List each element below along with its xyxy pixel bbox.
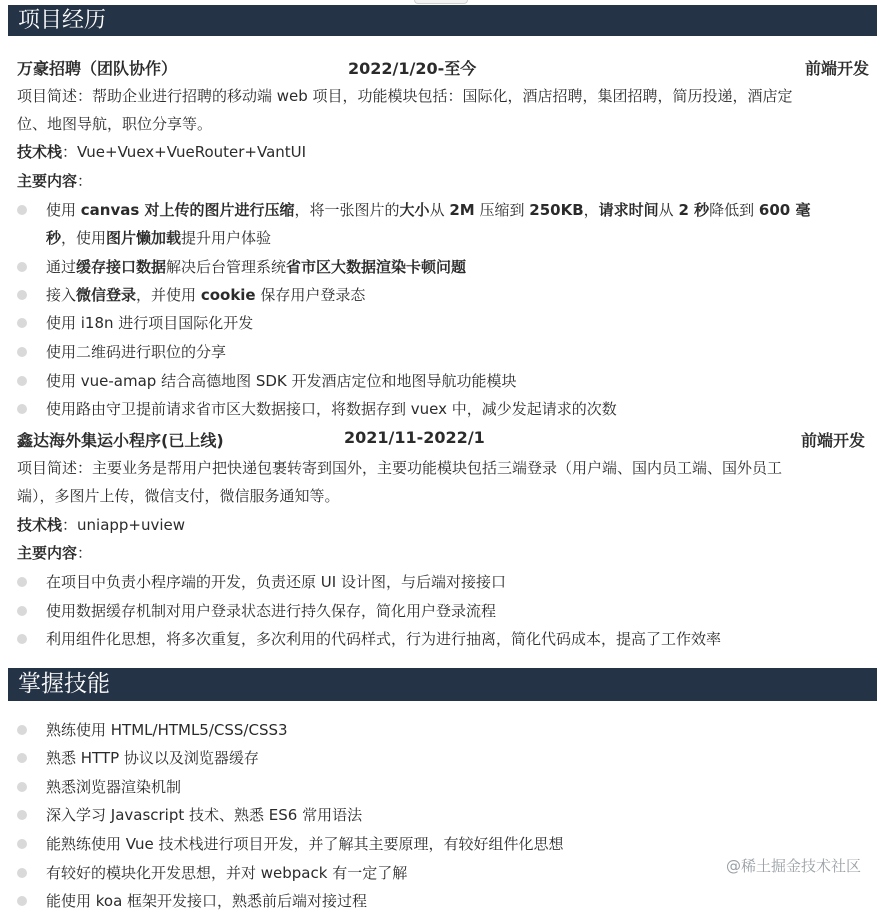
text-span: 请求时间 — [598, 201, 659, 219]
project2-bullet-1: 在项目中负责小程序端的开发，负责还原 UI 设计图，与后端对接接口 — [46, 573, 506, 591]
project1-date: 2022/1/20-至今 — [348, 59, 477, 78]
text-span: 2M — [449, 201, 475, 219]
project1-bullet-1-cont — [46, 224, 871, 252]
text-span: 大小 — [399, 201, 430, 219]
project2-stack-value: ：uniapp+uview — [62, 516, 186, 534]
bullet-dot — [17, 347, 27, 357]
skill-item-1: 熟练使用 HTML/HTML5/CSS/CSS3 — [46, 721, 288, 739]
project1-bullet-3 — [46, 281, 871, 309]
project1-bullet-1 — [46, 196, 871, 224]
project2-content-heading — [17, 543, 871, 563]
project1-role: 前端开发 — [804, 59, 869, 78]
project1-content-label: 主要内容 — [17, 172, 78, 190]
bullet-dot — [17, 577, 27, 587]
text-span: ， — [583, 201, 599, 219]
bullet-dot — [17, 868, 27, 878]
section-header-projects: 项目经历 — [8, 5, 877, 36]
text-span: 缓存接口数据 — [76, 258, 167, 276]
project2-desc-line2: 端），多图片上传，微信支付，微信服务通知等。 — [17, 487, 340, 505]
text-span: 从 — [429, 201, 450, 219]
watermark: @稀土掘金技术社区 — [725, 857, 861, 875]
project1-desc-line1: 项目简述：帮助企业进行招聘的移动端 web 项目，功能模块包括：国际化，酒店招聘，集团招聘，简历投递，酒店定 — [17, 87, 793, 105]
bullet-dot — [17, 896, 27, 906]
text-span: 保存用户登录态 — [255, 286, 366, 304]
skill-item-3: 熟悉浏览器渲染机制 — [46, 778, 182, 796]
project2-stack — [17, 515, 871, 535]
project2-bullet-3: 利用组件化思想，将多次重复，多次利用的代码样式，行为进行抽离，简化代码成本，提高了工作效率 — [46, 630, 722, 648]
bullet-dot — [17, 634, 27, 644]
project1-content-colon: ： — [77, 172, 93, 190]
bullet-dot — [17, 205, 27, 215]
bullet-dot — [17, 725, 27, 735]
project1-stack-value: ：Vue+Vuex+VueRouter+VantUI — [62, 143, 307, 161]
text-span: 600 毫 — [758, 201, 811, 219]
project2-date: 2021/11-2022/1 — [344, 428, 485, 447]
text-span: 从 — [658, 201, 679, 219]
project2-bullet-2: 使用数据缓存机制对用户登录状态进行持久保存，简化用户登录流程 — [46, 602, 497, 620]
text-span: 提升用户体验 — [181, 229, 272, 247]
top-tab-handle — [414, 0, 468, 4]
text-span: 接入 — [46, 286, 77, 304]
project2-content-label: 主要内容 — [17, 544, 78, 562]
project1-bullet-6: 使用 vue-amap 结合高德地图 SDK 开发酒店定位和地图导航功能模块 — [46, 372, 517, 390]
project1-stack — [17, 142, 871, 162]
bullet-dot — [17, 606, 27, 616]
bullet-dot — [17, 753, 27, 763]
project1-stack-label: 技术栈 — [17, 143, 63, 161]
project1-bullet-2 — [46, 253, 871, 281]
text-span: 250KB — [529, 201, 584, 219]
text-span: 省市区大数据渲染卡顿问题 — [286, 258, 467, 276]
skill-item-2: 熟悉 HTTP 协议以及浏览器缓存 — [46, 749, 259, 767]
project1-bullet-4: 使用 i18n 进行项目国际化开发 — [46, 314, 254, 332]
project1-name: 万豪招聘（团队协作） — [17, 59, 178, 78]
project1-content-heading — [17, 171, 871, 191]
project1-bullet-7: 使用路由守卫提前请求省市区大数据接口，将数据存到 vuex 中，减少发起请求的次数 — [46, 400, 617, 418]
skill-item-7: 能使用 koa 框架开发接口，熟悉前后端对接过程 — [46, 892, 368, 910]
text-span: 图片懒加载 — [106, 229, 182, 247]
project2-name: 鑫达海外集运小程序(已上线) — [17, 431, 224, 450]
project2-content-colon: ： — [77, 544, 93, 562]
text-span: ，使用 — [61, 229, 107, 247]
skill-item-5: 能熟练使用 Vue 技术栈进行项目开发，并了解其主要原理，有较好组件化思想 — [46, 835, 564, 853]
bullet-dot — [17, 810, 27, 820]
text-span: canvas 对上传的图片进行压缩 — [80, 201, 295, 219]
skill-item-4: 深入学习 Javascript 技术、熟悉 ES6 常用语法 — [46, 806, 363, 824]
text-span: 使用 — [46, 201, 81, 219]
text-span: ，将一张图片的 — [294, 201, 400, 219]
bullet-dot — [17, 318, 27, 328]
text-span: 微信登录 — [76, 286, 137, 304]
project2-role: 前端开发 — [800, 431, 865, 450]
bullet-dot — [17, 782, 27, 792]
text-span: 解决后台管理系统 — [166, 258, 287, 276]
text-span: 降低到 — [709, 201, 759, 219]
bullet-dot — [17, 290, 27, 300]
bullet-dot — [17, 839, 27, 849]
project1-desc-line2: 位、地图导航，职位分享等。 — [17, 115, 213, 133]
section-header-skills: 掌握技能 — [8, 668, 877, 701]
project2-stack-label: 技术栈 — [17, 516, 63, 534]
skill-item-6: 有较好的模块化开发思想，并对 webpack 有一定了解 — [46, 864, 408, 882]
bullet-dot — [17, 376, 27, 386]
project1-bullet-5: 使用二维码进行职位的分享 — [46, 343, 227, 361]
text-span: 压缩到 — [474, 201, 530, 219]
project2-desc-line1: 项目简述：主要业务是帮用户把快递包裹转寄到国外，主要功能模块包括三端登录（用户端、国内员工端、国外员工 — [17, 459, 783, 477]
text-span: 通过 — [46, 258, 77, 276]
text-span: ，并使用 — [136, 286, 201, 304]
text-span: cookie — [200, 286, 256, 304]
bullet-dot — [17, 262, 27, 272]
bullet-dot — [17, 404, 27, 414]
text-span: 2 秒 — [678, 201, 710, 219]
text-span: 秒 — [46, 229, 62, 247]
